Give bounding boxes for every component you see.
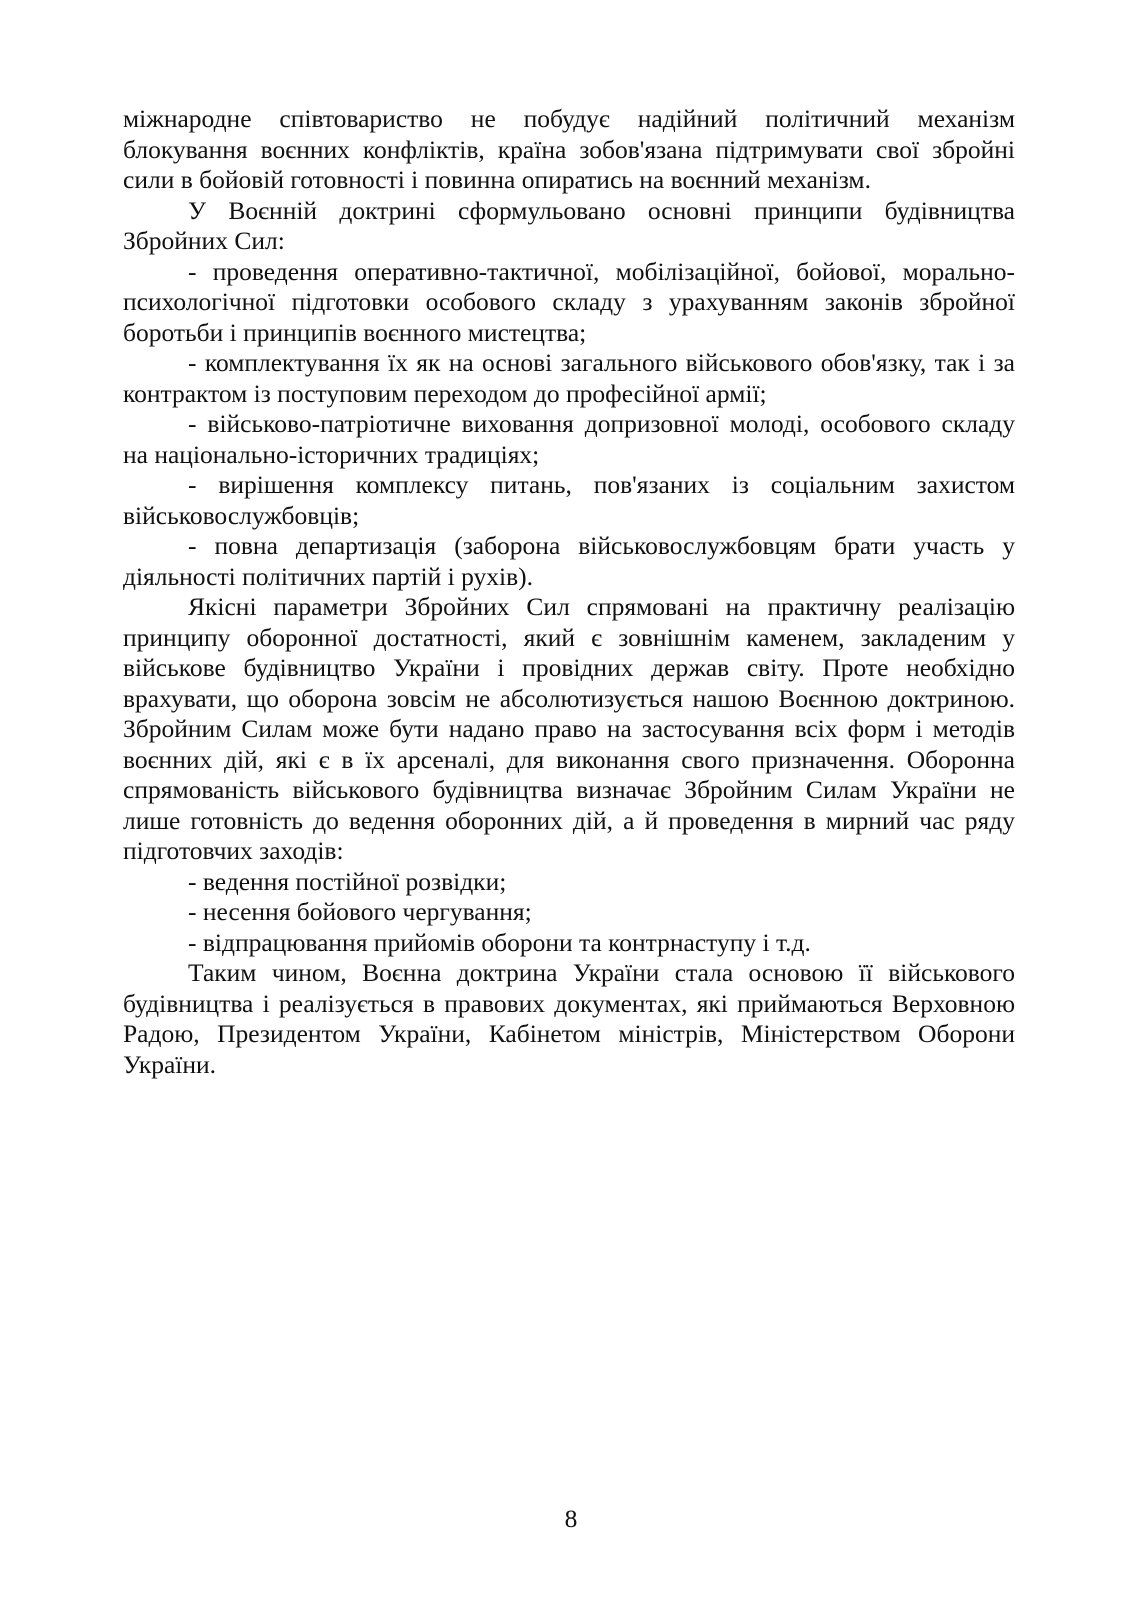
list-item-recruitment: - комплектування їх як на основі загального військового обов'язку, так і за контрактом із поступовим переходом до професійної армії;: [123, 348, 1015, 408]
paragraph-conclusion: Таким чином, Воєнна доктрина України стала основою її військового будівництва і реалізується в правових документах, які приймаються Верховною Радою, Президентом України, Кабінетом міністрів, Міністерством Оборони України.: [123, 958, 1015, 1079]
paragraph-principles-intro: У Воєнній доктрині сформульовано основні принципи будівництва Збройних Сил:: [123, 195, 1015, 255]
paragraph-quality-parameters: Якісні параметри Збройних Сил спрямовані на практичну реалізацію принципу оборонної достатності, який є зовнішнім каменем, закладеним у військове будівництво України і провідних держав світу. Проте необхідно врахувати, що оборона зовсім не абсолютизується нашою Воєнною доктриною. Збройним Силам може бути надано право на застосування всіх форм і методів воєнних дій, які є в їх арсеналі, для виконання свого призначення. Оборонна спрямованість військового будівництва визначає Збройним Силам України не лише готовність до ведення оборонних дій, а й проведення в мирний час ряду підготовчих заходів:: [123, 592, 1015, 865]
list-item-training: - проведення оперативно-тактичної, мобілізаційної, бойової, морально-психологічної підготовки особового складу з урахуванням законів збройної боротьби і принципів воєнного мистецтва;: [123, 256, 1015, 347]
list-item-reconnaissance: - ведення постійної розвідки;: [188, 866, 507, 896]
paragraph-continuation: міжнародне співтовариство не побудує надійний політичний механізм блокування воєнних конфліктів, країна зобов'язана підтримувати свої збройні сили в бойовій готовності і повинна опиратись на воєнний механізм.: [123, 104, 1015, 194]
list-item-defense-drills: - відпрацювання прийомів оборони та контрнаступу і т.д.: [188, 927, 811, 957]
list-item-combat-duty: - несення бойового чергування;: [188, 897, 532, 926]
page-number: 8: [564, 1504, 578, 1533]
list-item-departization: - повна департизація (заборона військовослужбовцям брати участь у діяльності політичних партій і рухів).: [123, 531, 1015, 591]
body-text: [123, 104, 1015, 1080]
list-item-patriotic-education: - військово-патріотичне виховання допризовної молоді, особового складу на національно-історичних традиціях;: [123, 409, 1015, 469]
list-item-social-protection: - вирішення комплексу питань, пов'язаних із соціальним захистом військовослужбовців;: [123, 470, 1015, 530]
